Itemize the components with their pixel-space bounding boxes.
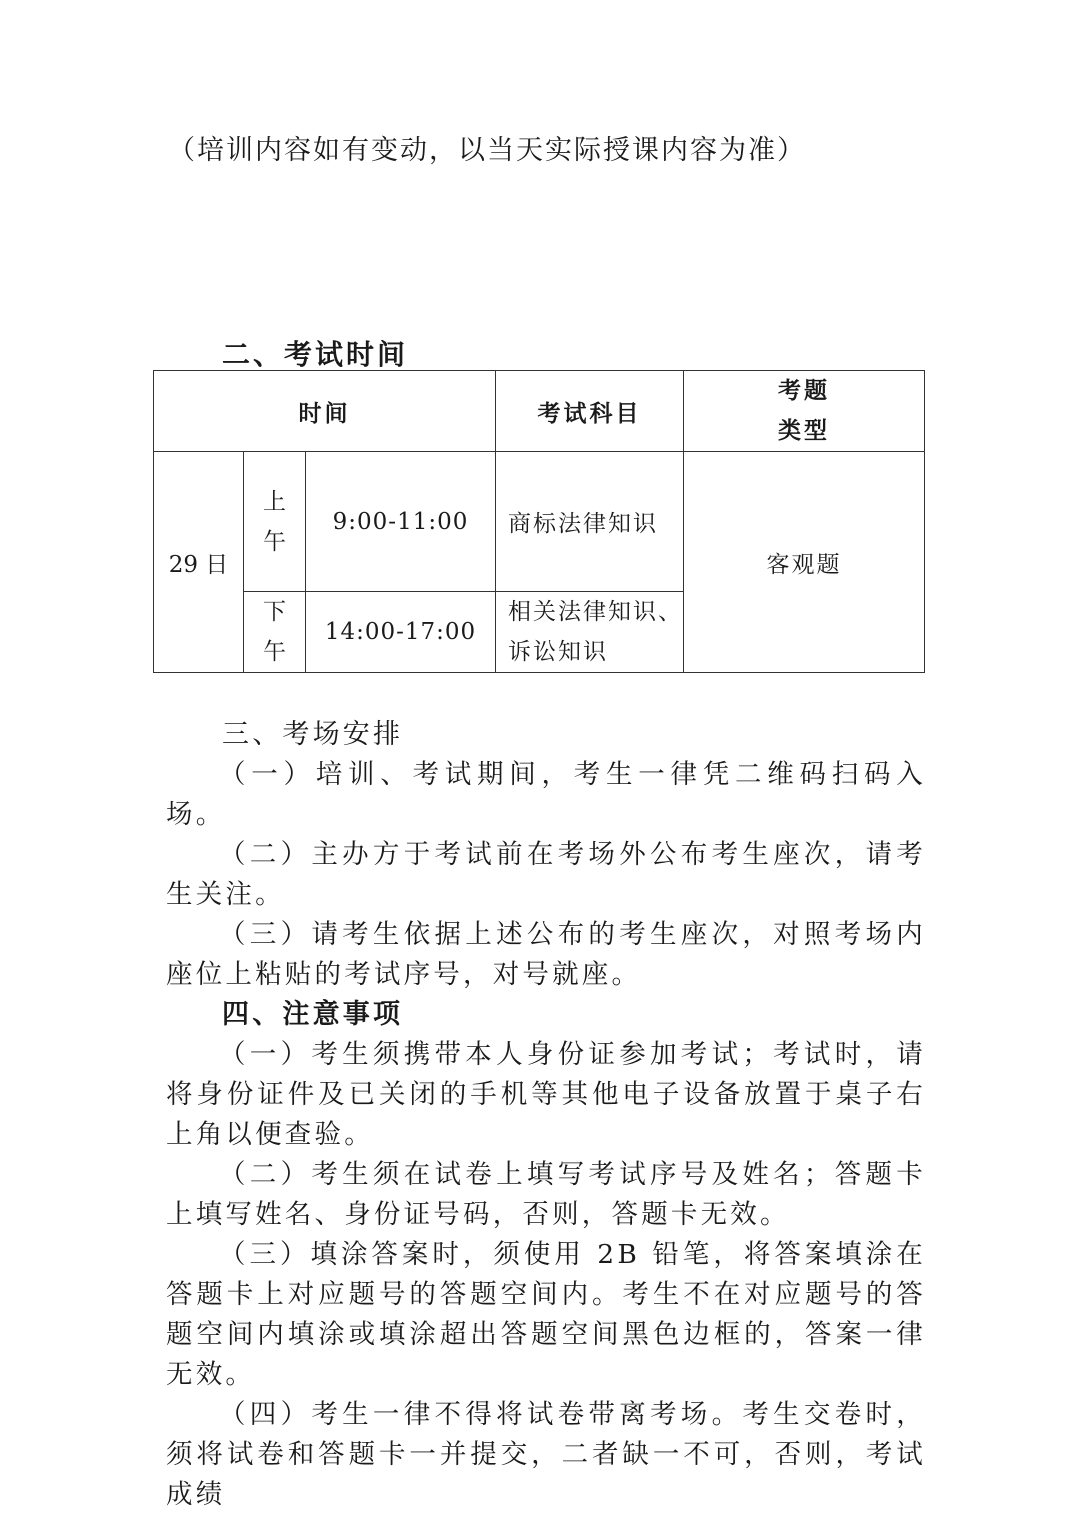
exam-schedule-table xyxy=(153,370,925,673)
section-exam-room-title: 三、考场安排 xyxy=(222,719,404,750)
subject-cell-morning xyxy=(496,452,684,592)
notice-item-4: （四）考生一律不得将试卷带离考场。考生交卷时，须将试卷和答题卡一并提交，二者缺一不可，否则，考试成绩 xyxy=(166,1399,926,1510)
time-cell-afternoon: 14:00-17:00 xyxy=(306,592,496,673)
notice-item-1: （一）考生须携带本人身份证参加考试；考试时，请将身份证件及已关闭的手机等其他电子设备放置于桌子右上角以便查验。 xyxy=(166,1039,926,1150)
header-question-type xyxy=(684,371,925,452)
exam-room-item-2: （二）主办方于考试前在考场外公布考生座次，请考生关注。 xyxy=(166,839,926,910)
exam-room-item-1: （一）培训、考试期间，考生一律凭二维码扫码入场。 xyxy=(166,759,926,830)
header-time: 时间 xyxy=(154,371,496,452)
question-type-cell: 客观题 xyxy=(684,452,925,673)
exam-room-item-3: （三）请考生依据上述公布的考生座次，对照考场内座位上粘贴的考试序号，对号就座。 xyxy=(166,919,926,990)
period-cell-afternoon xyxy=(244,592,306,673)
period-line2: 午 xyxy=(263,528,286,555)
header-question-type-line2: 类型 xyxy=(778,417,831,444)
exam-date-cell: 29 日 xyxy=(154,452,244,673)
period-cell-morning xyxy=(244,452,306,592)
period-line1: 下 xyxy=(263,599,286,625)
training-change-note: （培训内容如有变动，以当天实际授课内容为准） xyxy=(168,135,806,166)
notice-item-3: （三）填涂答案时，须使用 2B 铅笔，将答案填涂在答题卡上对应题号的答题空间内。考生不在对应题号的答题空间内填涂或填涂超出答题空间黑色边框的，答案一律无效。 xyxy=(166,1239,926,1390)
subject-line1: 相关法律知识、 xyxy=(508,599,684,625)
table-header-row xyxy=(154,371,925,452)
subject-cell-afternoon xyxy=(496,592,684,673)
header-question-type-line1: 考题 xyxy=(778,377,831,404)
table-row xyxy=(154,452,925,592)
period-line2: 午 xyxy=(263,639,286,665)
time-cell-morning: 9:00-11:00 xyxy=(306,452,496,592)
section-notice-title: 四、注意事项 xyxy=(222,999,404,1030)
subject-line1: 商标法律知识 xyxy=(508,511,659,537)
section-exam-time-title: 二、考试时间 xyxy=(222,338,409,371)
exam-room-section xyxy=(166,715,926,1515)
period-line1: 上 xyxy=(263,488,286,515)
header-subject: 考试科目 xyxy=(496,371,684,452)
subject-line2: 诉讼知识 xyxy=(508,639,609,665)
notice-item-2: （二）考生须在试卷上填写考试序号及姓名；答题卡上填写姓名、身份证号码，否则，答题卡无效。 xyxy=(166,1159,926,1230)
